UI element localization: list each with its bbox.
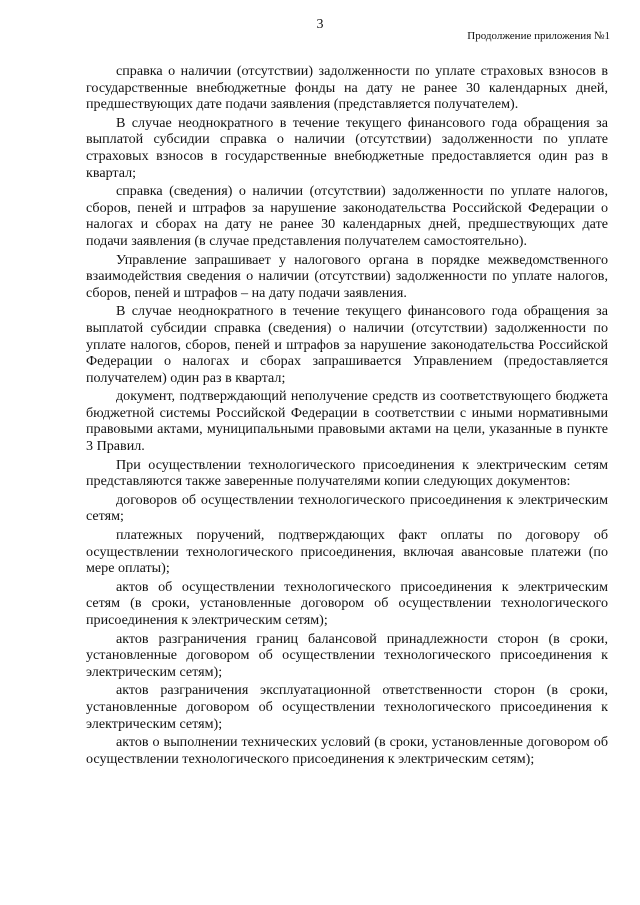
page-number: 3: [316, 17, 324, 32]
paragraph-repeat-insurance: В случае неоднократного в течение текущего финансового года обращения за выплатой субсидии справка о наличии (отсутствии) задолженности по уплате страховых взносов в государственные внебюджетные предоставляется один раз в квартал;: [86, 114, 608, 181]
paragraph-non-receipt-document: документ, подтверждающий неполучение средств из соответствующего бюджета бюджетной системы Российской Федерации в соответствии с иными нормативными правовыми актами, муниципальными правовыми актами на цели, указанные в пункте 3 Правил.: [86, 388, 608, 455]
paragraph-insurance-certificate: справка о наличии (отсутствии) задолженности по уплате страховых взносов в государственные внебюджетные фонды на дату не ранее 30 календарных дней, предшествующих дате подачи заявления (представляется получателем).: [86, 63, 608, 113]
list-item-balance-boundary-acts: актов разграничения границ балансовой принадлежности сторон (в сроки, установленные договором об осуществлении технологического присоединения к электрическим сетям);: [86, 630, 608, 680]
list-item-connection-contracts: договоров об осуществлении технологического присоединения к электрическим сетям;: [86, 491, 608, 525]
paragraph-department-request: Управление запрашивает у налогового органа в порядке межведомственного взаимодействия сведения о наличии (отсутствии) задолженности по уплате налогов, сборов, пеней и штрафов – на дату подачи заявления.: [86, 251, 608, 301]
paragraph-grid-connection-intro: При осуществлении технологического присоединения к электрическим сетям представляются также заверенные получателями копии следующих документов:: [86, 456, 608, 490]
appendix-continuation-note: Продолжение приложения №1: [467, 30, 610, 42]
paragraph-tax-certificate: справка (сведения) о наличии (отсутствии) задолженности по уплате налогов, сборов, пеней и штрафов за нарушение законодательства Российской Федерации о налогах и сборах на дату не ранее 30 календарных дней, предшествующих дате подачи заявления (в случае представления получателем самостоятельно).: [86, 183, 608, 249]
paragraph-repeat-tax: В случае неоднократного в течение текущего финансового года обращения за выплатой субсидии справка (сведения) о наличии (отсутствии) задолженности по уплате налогов, сборов, пеней и штрафов за нарушение законодательства Российской Федерации о налогах и сборах запрашивается Управлением (предоставляется получателем) один раз в квартал;: [86, 303, 608, 386]
document-body: [86, 63, 608, 769]
list-item-operational-responsibility-acts: актов разграничения эксплуатационной ответственности сторон (в сроки, установленные договором об осуществлении технологического присоединения к электрическим сетям);: [86, 682, 608, 732]
list-item-technical-conditions-acts: актов о выполнении технических условий (в сроки, установленные договором об осуществлении технологического присоединения к электрическим сетям);: [86, 734, 608, 767]
list-item-connection-acts: актов об осуществлении технологического присоединения к электрическим сетям (в сроки, установленные договором об осуществлении технологического присоединения к электрическим сетям);: [86, 578, 608, 628]
list-item-payment-orders: платежных поручений, подтверждающих факт оплаты по договору об осуществлении технологического присоединения, включая авансовые платежи (по мере оплаты);: [86, 527, 608, 577]
